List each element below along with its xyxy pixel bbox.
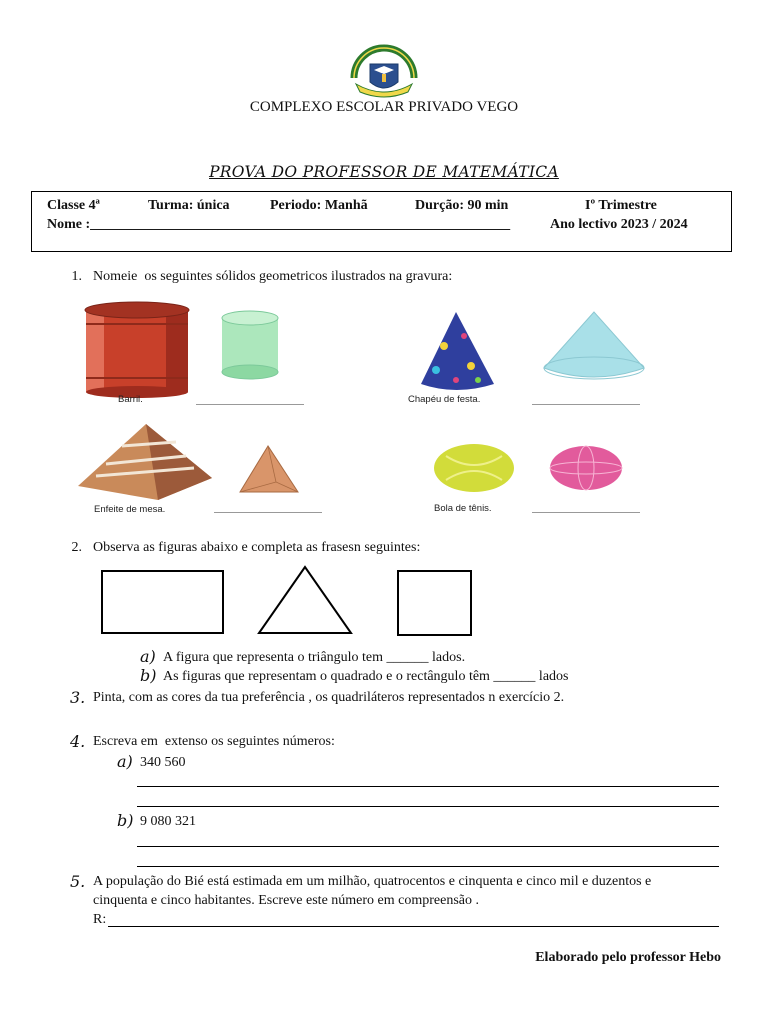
school-logo [346,44,422,100]
answer-line-pyramid [214,512,322,513]
rectangle-figure [102,571,223,633]
trimester-label: Iº Trimestre [585,198,657,213]
exam-title: PROVA DO PROFESSOR DE MATEMÁTICA [209,163,559,181]
author-signature: Elaborado pelo professor Hebo [535,950,721,965]
q4b-label: b) [117,811,134,830]
q4b-answer-line-2 [137,866,719,867]
periodo-label: Periodo: Manhã [270,198,368,213]
caption-barrel: Barril. [118,394,143,405]
q2a-text: A figura que representa o triângulo tem ______ lados. [163,650,466,665]
figures [100,564,480,640]
party-hat-image [421,312,494,390]
stone-pyramid-image [78,424,212,500]
q5-number: 5. [70,872,86,891]
tennis-ball-image [434,444,514,492]
solids-illustration [66,296,678,530]
ellipsoid-image [550,446,622,490]
q2-number: 2. [71,540,82,555]
pyramid-image [240,446,298,492]
q5-line-1: A população do Bié está estimada em um milhão, quatrocentos e cinquenta e cinco mil e duzentos e [93,874,652,889]
answer-line-ellipsoid [532,512,640,513]
triangle-figure [259,567,351,633]
q5-answer-label: R: [93,912,107,927]
q4b-answer-line-1 [137,846,719,847]
q5-answer-line [108,926,719,927]
q4a-answer-line-2 [137,806,719,807]
q4b-value: 9 080 321 [140,814,196,829]
answer-line-cylinder [196,404,304,405]
q3-number: 3. [70,688,86,707]
q4a-answer-line-1 [137,786,719,787]
q4-text: Escreva em extenso os seguintes números: [93,734,335,749]
class-label: Classe 4ª [47,198,100,213]
q5-line-2: cinquenta e cinco habitantes. Escreve este número em compreensão . [93,893,480,908]
q2a-label: a) [140,647,156,666]
school-year-label: Ano lectivo 2023 / 2024 [550,217,688,232]
school-name: COMPLEXO ESCOLAR PRIVADO VEGO [249,99,519,115]
q4-number: 4. [70,732,86,751]
cone-image [544,312,644,379]
q2b-label: b) [140,666,157,685]
name-field: Nome :____________________________________________________________ [47,217,511,232]
barrel-image [85,302,189,398]
caption-table-ornament: Enfeite de mesa. [94,504,166,515]
duration-label: Durção: 90 min [415,198,509,213]
q3-text: Pinta, com as cores da tua preferência , os quadriláteros representados n exercício 2. [93,690,565,705]
square-figure [398,571,471,635]
caption-tennis-ball: Bola de tênis. [434,503,492,514]
q4a-label: a) [117,752,133,771]
q4a-value: 340 560 [140,755,186,770]
q1-number: 1. [71,269,82,284]
q1-text: Nomeie os seguintes sólidos geometricos ilustrados na gravura: [93,269,453,284]
turma-label: Turma: única [148,198,230,213]
answer-line-cone [532,404,640,405]
q2b-text: As figuras que representam o quadrado e o rectângulo têm ______ lados [163,669,569,684]
cylinder-image [222,311,278,379]
caption-party-hat: Chapéu de festa. [408,394,481,405]
q2-text: Observa as figuras abaixo e completa as frasesn seguintes: [93,540,421,555]
